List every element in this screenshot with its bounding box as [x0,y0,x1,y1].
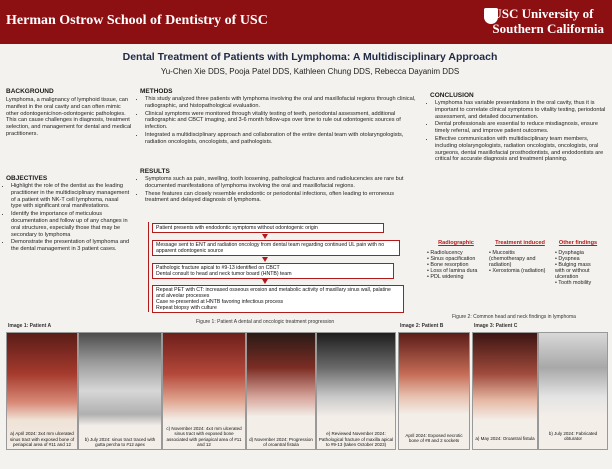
table-header: Radiographic [438,240,474,246]
results-heading: RESULTS [140,168,170,175]
photo-patient-c-2 [538,332,608,450]
background-heading: BACKGROUND [6,88,54,95]
objective-item: • Identify the importance of meticulous documentation and follow up of any changes in oral structures, especially those that may be secondary to lymphoma [11,211,130,238]
authors: Yu-Chen Xie DDS, Pooja Patel DDS, Kathleen Chung DDS, Rebecca Dayanim DDS [160,67,460,76]
figure2-caption: Figure 2: Common head and neck findings in lymphoma [452,314,576,320]
header-bar [0,0,612,44]
table-header: Treatment induced [495,240,545,246]
objectives-heading: OBJECTIVES [6,175,48,182]
flow-box-2: Message sent to ENT and radiation oncology from dental team regarding continued UL pain with no apparent odontogenic source [152,240,400,256]
conclusion-item: • Lymphoma has variable presentations in the oral cavity, thus it is important to correlate clinical symptoms to vitality testing, periodontal assessment, and detailed documentation. [435,100,606,120]
photo-caption: d) November 2024: Progression of oroantral fistula [249,436,313,447]
result-item: • Symptoms such as pain, swelling, tooth loosening, pathological fractures and radiolucencies are rare but documented manifestations of lymphoma involving the oral and maxillofacial regions. [145,176,418,190]
conclusion-item: • Effective communication with multidisciplinary team members, including otolaryngologists, radiation oncologists, oncologists, oral surgeons, dental maxillofacial prosthodontists, and endodontists are critical for accurate diagnosis and treatment planning. [435,136,606,163]
flow-arrow-icon [262,257,268,262]
table-header: Other findings [558,240,598,246]
method-item: • Integrated a multidisciplinary approach and collaboration of the entire dental team with otolaryngologists, radiation oncologists, oncologists, and pathologists. [145,132,418,146]
photo-patient-a-4 [246,332,316,450]
school-name: Herman Ostrow School of Dentistry of USC [6,13,268,28]
univ-line2: Southern California [492,21,604,36]
photo-caption: b) July 2024: sinus tract traced with gutta percha to #12 apex [84,436,156,447]
objectives-list [4,183,130,254]
photo-caption: a) April 2024: 3x4 mm ulcerated sinus tract with exposed bone of periapical area of #11 and 12 [9,431,75,447]
table-cell: • Mucositis (chemotherapy and radiation) • Xerostomia (radiation) [489,250,546,274]
methods-list [138,96,418,147]
image3-label: Image 3: Patient C [474,323,518,329]
table-cell: • Radiolucency • Sinus opacification • Bone resorption • Loss of lamina dura • PDL widening [427,250,478,280]
method-item: • This study analyzed three patients with lymphoma involving the oral and maxillofacial regions through clinical, radiographic, and histopathological evaluation. [145,96,418,110]
objective-item: • Demonstrate the presentation of lymphoma and the dental management in 3 patient cases. [11,239,130,253]
photo-caption: a) May 2024: Oroantral fistula [475,435,535,441]
conclusion-list [428,100,606,164]
method-item: • Clinical symptoms were monitored through vitality testing of teeth, periodontal assessment, additional radiographic and CBCT imaging, and 3-6 month follow-ups over time to rule out odontogenic sources of infection. [145,111,418,131]
photo-caption: April 2024: Exposed necrotic bone of #8 and 2 sockets [405,432,463,443]
photo-caption: c) November 2024: 4x4 mm ulcerated sinus tract with exposed bone associated with periapical area of #11 and 12 [166,426,242,447]
background-text: Lymphoma, a malignancy of lymphoid tissue, can manifest in the oral cavity and can often mimic other odontogenic/non-odontogenic pathologies. This can cause challenges in diagnosis, treatment selection, and management for dental and medical practitioners. [6,97,132,137]
photo-patient-a-5 [316,332,396,450]
image2-label: Image 2: Patient B [400,323,444,329]
photo-patient-a-1 [6,332,78,450]
photo-patient-a-3 [162,332,246,450]
objective-item: • Highlight the role of the dentist as the leading practitioner in the multidisciplinary management of a patient with NK-T cell lymphoma, nasal type with significant oral manifestations. [11,183,130,210]
flow-box-4: Repeat PET with CT: increased osseous erosion and metabolic activity of maxillary sinus wall, palatine and alveolar processes Case re-presented at HNTB favoring infectious process Repeat biopsy with culture [152,285,404,313]
photo-caption: b) July 2024: Fabricated obturator [548,430,598,441]
photo-patient-a-2 [78,332,162,450]
image1-label: Image 1: Patient A [8,323,52,329]
flow-timeline [148,222,149,312]
university-logo [492,6,604,36]
flow-arrow-icon [262,234,268,239]
conclusion-heading: CONCLUSION [430,92,474,99]
flow-box-3: Pathologic fracture apical to #9-13 identified on CBCT Dental consult to head and neck tumor board (HNTB) team [152,263,394,279]
table-cell: • Dysphagia • Dyspnea • Bulging mass with or without ulceration • Tooth mobility [555,250,592,286]
conclusion-item: • Dental professionals are essential to reduce misdiagnosis, ensure timely referral, and improve patient outcomes. [435,121,606,135]
univ-line1: USC University of [492,6,594,21]
flow-box-1: Patient presents with endodontic symptoms without odontogenic origin [152,223,384,233]
photo-patient-c-1 [472,332,538,450]
findings-table [425,238,603,288]
photo-patient-b-1 [398,332,470,450]
result-item: • These features can closely resemble endodontic or periodontal infections, often leading to erroneous treatment and delayed diagnosis of lymphoma. [145,191,418,205]
results-list [138,176,418,205]
poster-title: Dental Treatment of Patients with Lymphoma: A Multidisciplinary Approach [122,51,498,63]
photo-caption: e) Reviewed November 2024: Pathological fracture of maxilla apical to #9-13 (taken October 2023) [318,431,394,447]
methods-heading: METHODS [140,88,173,95]
flow-arrow-icon [262,279,268,284]
figure1-caption: Figure 1: Patient A dental and oncologic treatment progression [196,319,335,325]
